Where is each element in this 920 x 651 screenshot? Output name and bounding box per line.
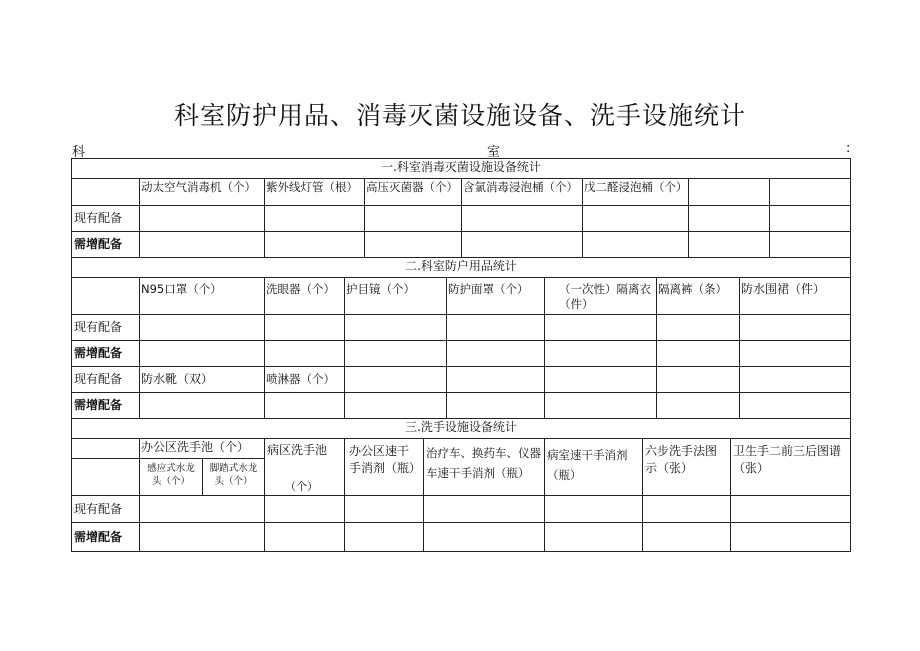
s3-existing-cell — [345, 496, 424, 523]
s1-corner — [72, 179, 140, 206]
s1-needed-cell — [265, 232, 365, 258]
s2-extra-needed-cell — [545, 393, 657, 419]
s2-col-1: N95口罩（个） — [140, 278, 265, 315]
s2-extra-cell — [447, 367, 545, 393]
s2-extra-needed-label: 需增配备 — [72, 393, 140, 419]
s1-existing-cell — [265, 206, 365, 232]
s1-existing-cell — [462, 206, 583, 232]
s3-needed-cell — [140, 523, 265, 551]
section1-title: 一.科室消毒灭菌设施设备统计 — [72, 159, 850, 179]
s3-col-4: 治疗车、换药车、仪器车速干手消剂（瓶） — [424, 439, 545, 496]
s1-existing-cell — [689, 206, 770, 232]
s3-needed-label: 需增配备 — [72, 523, 140, 551]
s1-needed-cell — [689, 232, 770, 258]
s1-needed-label: 需增配备 — [72, 232, 140, 258]
s2-existing-cell — [545, 315, 657, 341]
page-title: 科室防护用品、消毒灭菌设施设备、洗手设施统计 — [173, 101, 746, 130]
s2-needed-cell — [545, 341, 657, 367]
s2-needed-cell — [265, 341, 345, 367]
s2-corner — [72, 278, 140, 315]
s3-corner-bottom — [72, 459, 140, 496]
s1-existing-cell — [770, 206, 850, 232]
s2-extra-cell — [345, 367, 447, 393]
s1-col-7 — [770, 179, 850, 206]
s2-col-5: （一次性）隔离衣（件） — [545, 278, 657, 315]
s2-needed-cell — [140, 341, 265, 367]
s3-existing-cell — [140, 496, 265, 523]
s3-col-7: 卫生手二前三后图谱（张） — [731, 439, 850, 496]
s1-needed-cell — [583, 232, 689, 258]
section2-title: 二.科室防户用品统计 — [72, 258, 850, 278]
s3-col-3: 办公区速干手消剂（瓶） — [345, 439, 424, 496]
s2-col2-1: 防水靴（双） — [140, 367, 265, 393]
s1-existing-cell — [365, 206, 462, 232]
s1-needed-cell — [770, 232, 850, 258]
s2-col-4: 防护面罩（个） — [447, 278, 545, 315]
dept-label-1: 科 — [72, 145, 86, 160]
s2-existing-cell — [345, 315, 447, 341]
s3-existing-label: 现有配备 — [72, 496, 140, 523]
s3-existing-cell — [643, 496, 731, 523]
s2-col-7: 防水围裙（件） — [740, 278, 850, 315]
s3-col-5: 病室速干手消剂（瓶） — [545, 439, 643, 496]
s2-existing-cell — [140, 315, 265, 341]
s3-existing-cell — [265, 496, 345, 523]
s2-extra-needed-cell — [657, 393, 740, 419]
s3-corner-top — [72, 439, 140, 459]
s2-needed-cell — [657, 341, 740, 367]
s3-col-1: 办公区洗手池（个） — [140, 439, 265, 459]
dept-label-3: : — [846, 141, 851, 156]
s2-extra-cell — [657, 367, 740, 393]
section3-title: 三.洗手设施设备统计 — [72, 419, 850, 439]
s2-col-3: 护目镜（个） — [345, 278, 447, 315]
stats-table — [71, 158, 851, 552]
s3-needed-cell — [345, 523, 424, 551]
s3-needed-cell — [731, 523, 850, 551]
s3-sub-2: 脚踏式水龙头（个） — [203, 459, 265, 496]
s1-needed-cell — [140, 232, 265, 258]
s1-existing-cell — [583, 206, 689, 232]
s1-col-4: 含氯消毒浸泡桶（个） — [462, 179, 583, 206]
s1-needed-cell — [365, 232, 462, 258]
s3-needed-cell — [545, 523, 643, 551]
s1-needed-cell — [462, 232, 583, 258]
s3-existing-cell — [424, 496, 545, 523]
s1-col-1: 动太空气消毒机（个） — [140, 179, 265, 206]
s2-extra-needed-cell — [447, 393, 545, 419]
s1-existing-label: 现有配备 — [72, 206, 140, 232]
s2-needed-cell — [345, 341, 447, 367]
s2-existing-cell — [265, 315, 345, 341]
s2-existing-cell — [657, 315, 740, 341]
s2-extra-needed-cell — [265, 393, 345, 419]
s2-needed-cell — [447, 341, 545, 367]
s3-needed-cell — [643, 523, 731, 551]
s1-existing-cell — [140, 206, 265, 232]
s2-extra-needed-cell — [140, 393, 265, 419]
s3-needed-cell — [424, 523, 545, 551]
s3-col-2 — [265, 439, 345, 496]
s1-col-5: 戊二醛浸泡桶（个） — [583, 179, 689, 206]
s2-needed-label: 需增配备 — [72, 341, 140, 367]
s3-col-6: 六步洗手法图示（张） — [643, 439, 731, 496]
dept-label-2: 室 — [487, 145, 501, 160]
s2-col-6: 隔离裤（条） — [657, 278, 740, 315]
s2-needed-cell — [740, 341, 850, 367]
s3-existing-cell — [545, 496, 643, 523]
s2-existing-cell — [740, 315, 850, 341]
s2-existing-label: 现有配备 — [72, 315, 140, 341]
s3-existing-cell — [731, 496, 850, 523]
s2-extra-needed-cell — [740, 393, 850, 419]
s2-extra-cell — [545, 367, 657, 393]
s2-extra-needed-cell — [345, 393, 447, 419]
s3-needed-cell — [265, 523, 345, 551]
s2-col2-2: 喷淋器（个） — [265, 367, 345, 393]
s3-sub-1: 感应式水龙头（个） — [140, 459, 203, 496]
s3-col-2-unit: （个） — [285, 480, 318, 493]
s1-col-6 — [689, 179, 770, 206]
s1-col-2: 紫外线灯管（根） — [265, 179, 365, 206]
s2-col-2: 洗眼器（个） — [265, 278, 345, 315]
s1-col-3: 高压灭菌器（个） — [365, 179, 462, 206]
s2-existing-cell — [447, 315, 545, 341]
s2-extra-cell — [740, 367, 850, 393]
s2-extra-existing-label: 现有配备 — [72, 367, 140, 393]
s3-col-2-label: 病区洗手池 — [267, 443, 328, 457]
